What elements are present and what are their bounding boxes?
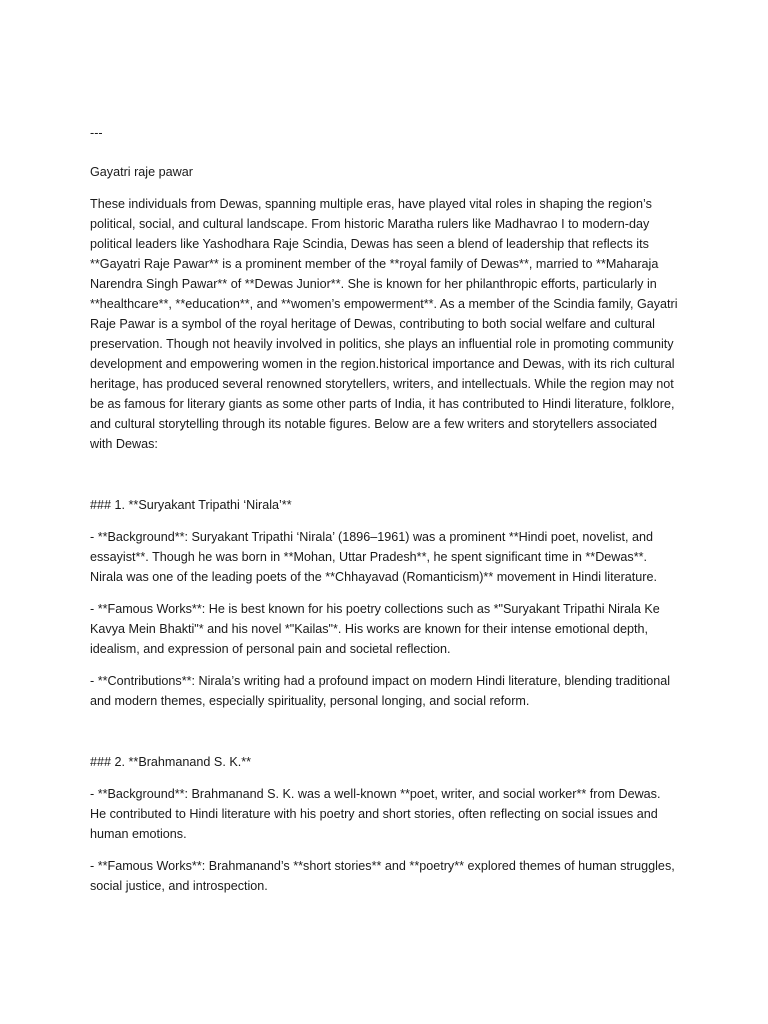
brahmanand-background-paragraph: - **Background**: Brahmanand S. K. was a well-known **poet, writer, and social worker** from Dewas. He contributed to Hindi literature with his poetry and short stories, often reflecting on social issues and human emotions. [90,787,661,841]
nirala-contributions-paragraph: - **Contributions**: Nirala’s writing had a profound impact on modern Hindi literature, blending traditional and modern themes, especially spirituality, personal longing, and social reform. [90,674,671,708]
separator-line: --- [90,126,103,140]
brahmanand-works-paragraph: - **Famous Works**: Brahmanand’s **short stories** and **poetry** explored themes of human struggles, social justice, and introspection. [90,859,675,893]
document-body [90,123,680,896]
intro-paragraph: These individuals from Dewas, spanning multiple eras, have played vital roles in shaping the region’s political, social, and cultural landscape. From historic Maratha rulers like Madhavrao I to modern-day political leaders like Yashodhara Raje Scindia, Dewas has seen a blend of leadership that reflects its **Gayatri Raje Pawar** is a prominent member of the **royal family of Dewas**, married to **Maharaja Narendra Singh Pawar** of **Dewas Junior**. She is known for her philanthropic efforts, particularly in **healthcare**, **education**, and **women’s empowerment**. As a member of the Scindia family, Gayatri Raje Pawar is a symbol of the royal heritage of Dewas, contributing to both social welfare and cultural preservation. Though not heavily involved in politics, she plays an influential role in promoting community development and empowering women in the region.historical importance and Dewas, with its rich cultural heritage, has produced several renowned storytellers, writers, and intellectuals. While the region may not be as famous for literary giants as some other parts of India, it has contributed to Hindi literature, folklore, and cultural storytelling through its notable figures. Below are a few writers and storytellers associated with Dewas: [90,197,678,451]
section-heading-nirala: ### 1. **Suryakant Tripathi ‘Nirala’** [90,498,292,512]
nirala-background-paragraph: - **Background**: Suryakant Tripathi ‘Nirala’ (1896–1961) was a prominent **Hindi poet, novelist, and essayist**. Though he was born in **Mohan, Uttar Pradesh**, he spent significant time in **Dewas**. Nirala was one of the leading poets of the **Chhayavad (Romanticism)** movement in Hindi literature. [90,530,658,584]
document-title: Gayatri raje pawar [90,165,193,179]
section-heading-brahmanand: ### 2. **Brahmanand S. K.** [90,755,252,769]
nirala-works-paragraph: - **Famous Works**: He is best known for his poetry collections such as *"Suryakant Tripathi Nirala Ke Kavya Mein Bhakti"* and his novel *"Kailas"*. His works are known for their intense emotional depth, idealism, and expression of personal pain and societal reflection. [90,602,660,656]
